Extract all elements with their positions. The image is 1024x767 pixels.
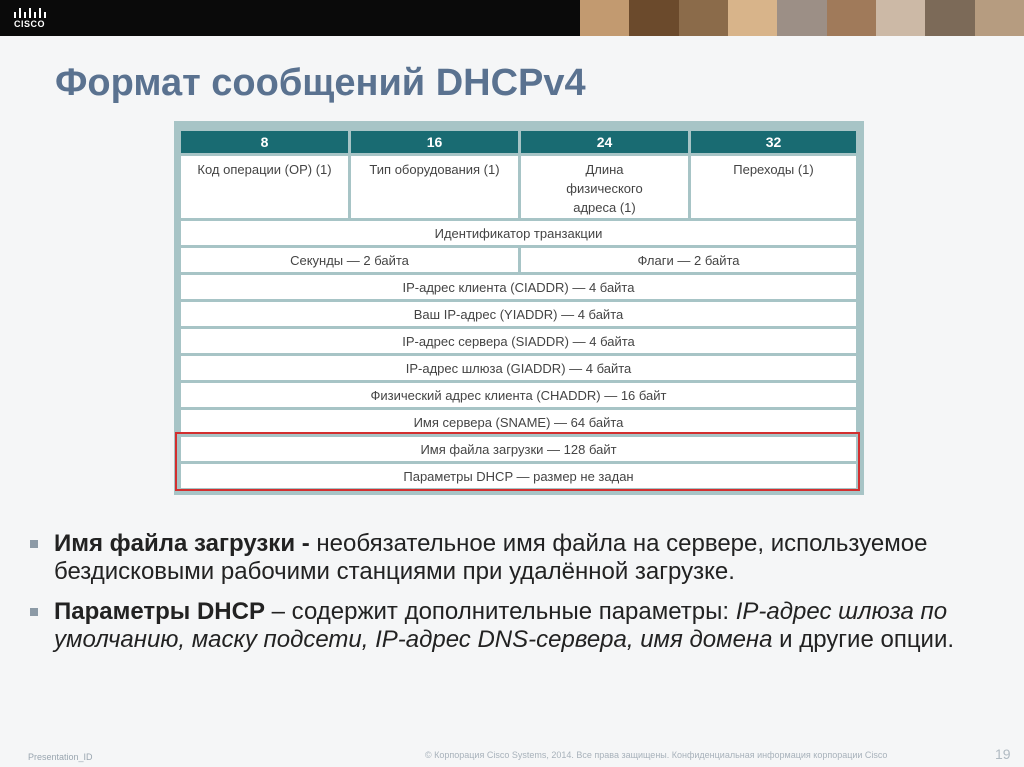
hlen-cell: Длина физического адреса (1) xyxy=(521,156,688,218)
photo xyxy=(876,0,925,36)
photo xyxy=(580,0,629,36)
photo xyxy=(777,0,826,36)
header-cell-24: 24 xyxy=(521,131,688,153)
footer-presentation-id: Presentation_ID xyxy=(28,752,93,762)
bullet-marker xyxy=(30,608,38,616)
bullet-term: Имя файла загрузки - xyxy=(54,530,310,557)
htype-cell: Тип оборудования (1) xyxy=(351,156,518,218)
siaddr-row: IP-адрес сервера (SIADDR) — 4 байта xyxy=(181,329,856,353)
bullet-italic-text: IP-адрес шлюза по умолчанию, маску подсети, IP-адрес DNS-сервера, имя домена xyxy=(54,598,948,653)
photo xyxy=(728,0,777,36)
giaddr-row: IP-адрес шлюза (GIADDR) — 4 байта xyxy=(181,356,856,380)
bullet-marker xyxy=(30,540,38,548)
photo xyxy=(629,0,678,36)
photo-strip xyxy=(580,0,1024,36)
logo-text: CISCO xyxy=(14,19,46,29)
op-cell: Код операции (OP) (1) xyxy=(181,156,348,218)
bullet-term: Параметры DHCP xyxy=(54,598,265,625)
header-cell-8: 8 xyxy=(181,131,348,153)
ciaddr-row: IP-адрес клиента (CIADDR) — 4 байта xyxy=(181,275,856,299)
highlight-box xyxy=(175,432,860,491)
bullet-item xyxy=(30,530,1005,586)
top-banner xyxy=(0,0,1024,36)
bullet-text: необязательное имя файла на сервере, используемое бездисковыми рабочими станциями при удалённой загрузке. xyxy=(54,530,928,585)
flags-cell: Флаги — 2 байта xyxy=(521,248,856,272)
chaddr-row: Физический адрес клиента (CHADDR) — 16 байт xyxy=(181,383,856,407)
bullet-list xyxy=(30,530,1005,666)
photo xyxy=(925,0,974,36)
seconds-cell: Секунды — 2 байта xyxy=(181,248,518,272)
bullet-text-end: и другие опции. xyxy=(772,626,955,653)
photo xyxy=(679,0,728,36)
sname-row: Имя сервера (SNAME) — 64 байта xyxy=(181,410,856,434)
photo xyxy=(975,0,1024,36)
photo xyxy=(827,0,876,36)
header-cell-16: 16 xyxy=(351,131,518,153)
header-cell-32: 32 xyxy=(691,131,856,153)
options-row: Параметры DHCP — размер не задан xyxy=(181,464,856,488)
yiaddr-row: Ваш IP-адрес (YIADDR) — 4 байта xyxy=(181,302,856,326)
bullet-text: – содержит дополнительные параметры: xyxy=(264,598,736,625)
page-title: Формат сообщений DHCPv4 xyxy=(55,62,586,104)
page-number: 19 xyxy=(995,746,1011,762)
file-row: Имя файла загрузки — 128 байт xyxy=(181,437,856,461)
footer-copyright: © Корпорация Cisco Systems, 2014. Все права защищены. Конфиденциальная информация корпорации Cisco xyxy=(425,750,888,760)
hops-cell: Переходы (1) xyxy=(691,156,856,218)
transaction-id-row: Идентификатор транзакции xyxy=(181,221,856,245)
bullet-item xyxy=(30,598,1005,654)
